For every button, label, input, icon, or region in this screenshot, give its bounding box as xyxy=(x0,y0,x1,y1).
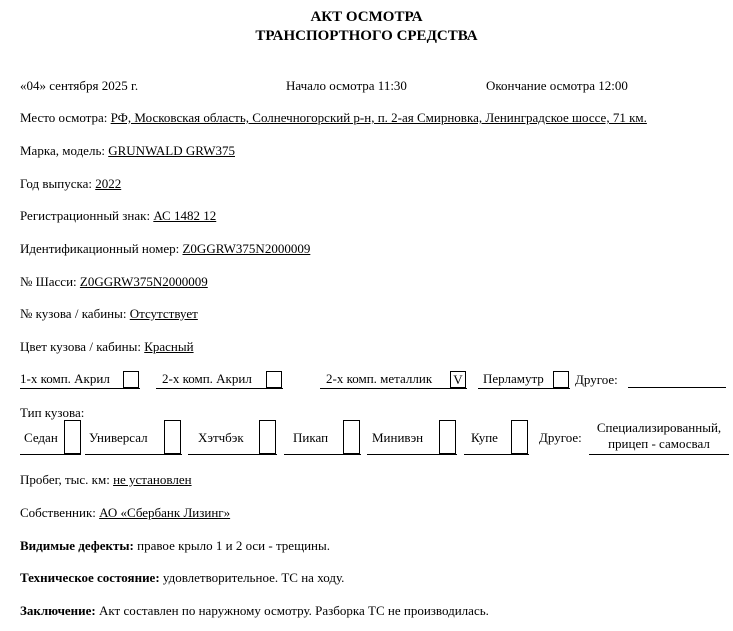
field-value: РФ, Московская область, Солнечногорский р-н, п. 2-ая Смирновка, Ленинградское шоссе, 71 км. xyxy=(110,110,647,125)
body-type-label: Тип кузова: xyxy=(20,405,85,420)
body-type-checkbox[interactable] xyxy=(439,420,456,454)
body-type-other-field[interactable] xyxy=(589,420,729,455)
field-make-model xyxy=(20,143,235,159)
body-type-wagon xyxy=(85,420,182,455)
paint-checkbox[interactable]: V xyxy=(450,371,466,388)
inspection-start: Начало осмотра 11:30 xyxy=(286,78,407,93)
paint-option-metallic-2k xyxy=(320,371,467,389)
body-type-option-label: Универсал xyxy=(89,430,148,445)
paint-option-label: 2-х комп. Акрил xyxy=(162,371,252,386)
field-label: Марка, модель: xyxy=(20,143,109,158)
field-value: АО «Сбербанк Лизинг» xyxy=(99,505,231,520)
body-type-sedan xyxy=(20,420,81,455)
field-value: не установлен xyxy=(113,472,192,487)
body-type-other-line1: Специализированный, xyxy=(596,420,722,435)
field-value: правое крыло 1 и 2 оси - трещины. xyxy=(133,538,330,553)
body-type-other-line2: прицеп - самосвал xyxy=(608,436,710,451)
field-value: Z0GGRW375N2000009 xyxy=(79,274,208,289)
body-type-checkbox[interactable] xyxy=(511,420,528,454)
field-label: № кузова / кабины: xyxy=(20,306,130,321)
body-type-checkbox[interactable] xyxy=(64,420,81,454)
paint-option-pearl xyxy=(478,371,570,389)
field-value: АС 1482 12 xyxy=(153,208,217,223)
field-vin xyxy=(20,241,310,257)
field-conclusion xyxy=(20,603,489,619)
body-type-option-label: Пикап xyxy=(293,430,329,445)
field-defects xyxy=(20,538,330,554)
paint-checkbox[interactable] xyxy=(123,371,139,388)
field-label: Место осмотра: xyxy=(20,110,111,125)
field-year xyxy=(20,176,121,192)
body-type-minivan xyxy=(367,420,457,455)
field-mileage xyxy=(20,472,192,488)
paint-checkbox[interactable] xyxy=(266,371,282,388)
inspection-date: «04» сентября 2025 г. xyxy=(20,78,139,93)
field-value: удовлетворительное. ТС на ходу. xyxy=(159,570,345,585)
body-type-checkbox[interactable] xyxy=(164,420,181,454)
document-title-line1: АКТ ОСМОТРА xyxy=(310,9,423,25)
body-type-other-label: Другое: xyxy=(539,430,582,445)
field-value: Z0GGRW375N2000009 xyxy=(182,241,311,256)
field-chassis xyxy=(20,274,208,290)
paint-option-label: 2-х комп. металлик xyxy=(326,371,433,386)
field-label: Пробег, тыс. км: xyxy=(20,472,114,487)
paint-option-acrylic-1k xyxy=(20,371,140,389)
field-condition xyxy=(20,570,344,586)
paint-other-field[interactable] xyxy=(628,371,726,388)
body-type-option-label: Купе xyxy=(471,430,498,445)
body-type-checkbox[interactable] xyxy=(259,420,276,454)
field-label: Идентификационный номер: xyxy=(20,241,183,256)
field-label: Видимые дефекты: xyxy=(20,538,134,553)
field-label: Цвет кузова / кабины: xyxy=(20,339,145,354)
field-registration xyxy=(20,208,216,224)
field-label: Техническое состояние: xyxy=(20,570,160,585)
paint-option-label: Перламутр xyxy=(483,371,544,386)
field-label: Регистрационный знак: xyxy=(20,208,154,223)
field-body-number xyxy=(20,306,198,322)
field-owner xyxy=(20,505,230,521)
field-label: Собственник: xyxy=(20,505,100,520)
field-label: Год выпуска: xyxy=(20,176,96,191)
field-value: Акт составлен по наружному осмотру. Разборка ТС не производилась. xyxy=(95,603,489,618)
field-value: GRUNWALD GRW375 xyxy=(108,143,235,158)
field-location xyxy=(20,110,647,126)
field-value: Красный xyxy=(144,339,194,354)
paint-option-acrylic-2k xyxy=(156,371,283,389)
field-value: Отсутствует xyxy=(129,306,198,321)
body-type-option-label: Минивэн xyxy=(372,430,424,445)
field-color xyxy=(20,339,194,355)
field-label: Заключение: xyxy=(20,603,96,618)
paint-other-label: Другое: xyxy=(575,372,618,387)
field-label: № Шасси: xyxy=(20,274,80,289)
body-type-option-label: Хэтчбэк xyxy=(198,430,244,445)
body-type-pickup xyxy=(284,420,361,455)
body-type-coupe xyxy=(464,420,529,455)
body-type-option-label: Седан xyxy=(24,430,58,445)
paint-option-label: 1-х комп. Акрил xyxy=(20,371,110,386)
document-title-line2: ТРАНСПОРТНОГО СРЕДСТВА xyxy=(255,28,478,44)
paint-checkbox[interactable] xyxy=(553,371,569,388)
inspection-end: Окончание осмотра 12:00 xyxy=(486,78,628,93)
body-type-checkbox[interactable] xyxy=(343,420,360,454)
body-type-hatchback xyxy=(188,420,277,455)
field-value: 2022 xyxy=(95,176,122,191)
